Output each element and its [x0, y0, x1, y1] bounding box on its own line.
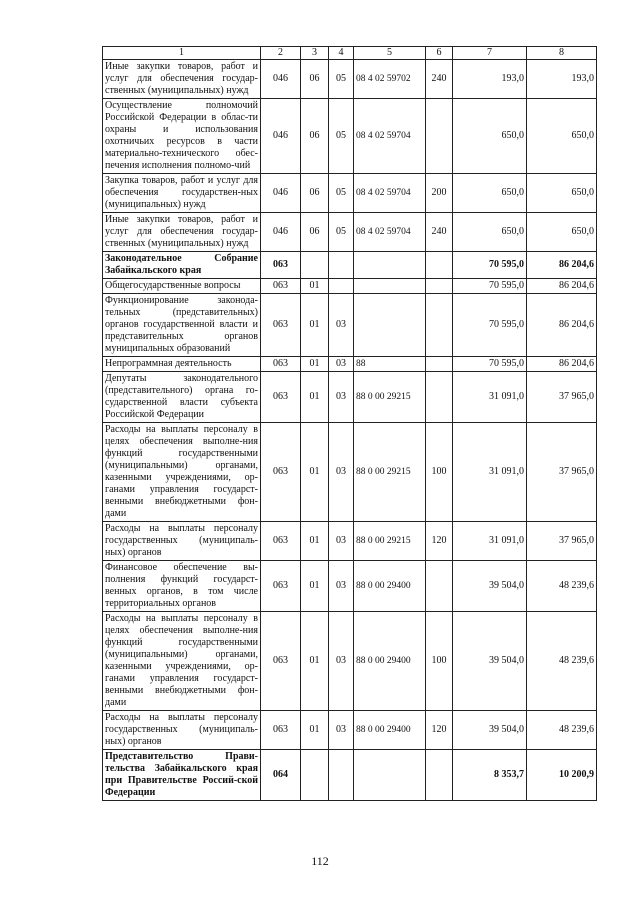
cell-amount-year2: 48 239,6: [527, 711, 597, 750]
cell-amount-year2: 86 204,6: [527, 357, 597, 372]
table-row: [103, 372, 597, 423]
cell-amount-year2: 37 965,0: [527, 522, 597, 561]
cell-name: Финансовое обеспечение вы-полнения функций государст-венных органов, в том числе территориальных органов: [103, 561, 261, 612]
cell-target-article: 88 0 00 29400: [354, 561, 426, 612]
cell-amount-year1: 650,0: [453, 99, 527, 174]
cell-subsection: [329, 279, 354, 294]
column-header: 2: [261, 47, 301, 60]
cell-subsection: 05: [329, 99, 354, 174]
table-row: [103, 423, 597, 522]
cell-amount-year2: 37 965,0: [527, 372, 597, 423]
cell-expense-type: 240: [426, 60, 453, 99]
cell-name: Иные закупки товаров, работ и услуг для обеспечения государ-ственных (муниципальных) нужд: [103, 213, 261, 252]
cell-expense-type: [426, 561, 453, 612]
cell-target-article: 88 0 00 29215: [354, 423, 426, 522]
cell-amount-year2: 86 204,6: [527, 252, 597, 279]
cell-amount-year1: 39 504,0: [453, 612, 527, 711]
cell-ministry-code: 063: [261, 279, 301, 294]
cell-ministry-code: 046: [261, 213, 301, 252]
cell-name: Представительство Прави-тельства Забайкальского края при Правительстве Россий-ской Федерации: [103, 750, 261, 801]
table-row: [103, 522, 597, 561]
cell-expense-type: [426, 252, 453, 279]
cell-amount-year1: 70 595,0: [453, 294, 527, 357]
cell-ministry-code: 063: [261, 612, 301, 711]
cell-amount-year1: 31 091,0: [453, 522, 527, 561]
cell-section: 01: [301, 279, 329, 294]
cell-amount-year2: 86 204,6: [527, 294, 597, 357]
cell-target-article: 08 4 02 59704: [354, 213, 426, 252]
cell-name: Расходы на выплаты персоналу в целях обеспечения выполне-ния функций государственными (муниципальными) органами, казенными учреждениями, ор-ганами управления государст-венными внебюджетными фон-дами: [103, 423, 261, 522]
cell-section: 01: [301, 561, 329, 612]
cell-ministry-code: 063: [261, 423, 301, 522]
cell-expense-type: 100: [426, 423, 453, 522]
cell-amount-year2: 48 239,6: [527, 561, 597, 612]
table-row: [103, 99, 597, 174]
cell-expense-type: 200: [426, 174, 453, 213]
cell-subsection: 03: [329, 522, 354, 561]
cell-amount-year2: 86 204,6: [527, 279, 597, 294]
cell-target-article: [354, 252, 426, 279]
cell-expense-type: 100: [426, 612, 453, 711]
cell-amount-year1: 31 091,0: [453, 423, 527, 522]
page-number: 112: [311, 854, 329, 868]
cell-amount-year1: 8 353,7: [453, 750, 527, 801]
cell-expense-type: 120: [426, 711, 453, 750]
cell-section: 06: [301, 99, 329, 174]
cell-ministry-code: 063: [261, 711, 301, 750]
cell-expense-type: [426, 750, 453, 801]
cell-subsection: 05: [329, 174, 354, 213]
cell-section: [301, 750, 329, 801]
table-body: [103, 47, 597, 801]
cell-ministry-code: 063: [261, 357, 301, 372]
cell-name: Расходы на выплаты персоналу государственных (муниципаль-ных) органов: [103, 522, 261, 561]
cell-ministry-code: 064: [261, 750, 301, 801]
cell-section: 01: [301, 357, 329, 372]
cell-amount-year2: 650,0: [527, 99, 597, 174]
table-row: [103, 711, 597, 750]
cell-ministry-code: 063: [261, 522, 301, 561]
cell-amount-year2: 650,0: [527, 213, 597, 252]
cell-name: Расходы на выплаты персоналу в целях обеспечения выполне-ния функций государственными (муниципальными) органами, казенными учреждениями, ор-ганами управления государст-венными внебюджетными фон-дами: [103, 612, 261, 711]
cell-subsection: 03: [329, 612, 354, 711]
cell-subsection: 03: [329, 423, 354, 522]
cell-target-article: 88 0 00 29215: [354, 372, 426, 423]
cell-target-article: [354, 750, 426, 801]
table-row: [103, 279, 597, 294]
cell-amount-year2: 10 200,9: [527, 750, 597, 801]
table-row: [103, 357, 597, 372]
cell-subsection: [329, 252, 354, 279]
cell-section: 01: [301, 522, 329, 561]
cell-subsection: 03: [329, 372, 354, 423]
table-row: [103, 750, 597, 801]
table-row: [103, 612, 597, 711]
table-row: [103, 60, 597, 99]
cell-expense-type: 240: [426, 213, 453, 252]
cell-expense-type: [426, 372, 453, 423]
cell-subsection: [329, 750, 354, 801]
column-header: 8: [527, 47, 597, 60]
table-row: [103, 252, 597, 279]
cell-amount-year2: 37 965,0: [527, 423, 597, 522]
cell-name: Осуществление полномочий Российской Федерации в облас-ти охраны и использования охотничьих ресурсов в части материально-технического обес-печения исполнения полномо-чий: [103, 99, 261, 174]
cell-amount-year1: 193,0: [453, 60, 527, 99]
table-row: [103, 174, 597, 213]
cell-amount-year2: 193,0: [527, 60, 597, 99]
cell-ministry-code: 046: [261, 99, 301, 174]
cell-target-article: 88: [354, 357, 426, 372]
cell-amount-year1: 650,0: [453, 213, 527, 252]
cell-section: 06: [301, 213, 329, 252]
cell-ministry-code: 063: [261, 294, 301, 357]
cell-expense-type: [426, 294, 453, 357]
cell-subsection: 05: [329, 213, 354, 252]
cell-section: 06: [301, 60, 329, 99]
cell-subsection: 03: [329, 561, 354, 612]
cell-name: Непрограммная деятельность: [103, 357, 261, 372]
cell-amount-year1: 70 595,0: [453, 279, 527, 294]
cell-target-article: [354, 279, 426, 294]
cell-ministry-code: 046: [261, 60, 301, 99]
cell-ministry-code: 063: [261, 372, 301, 423]
cell-section: 01: [301, 423, 329, 522]
cell-section: [301, 252, 329, 279]
cell-section: 01: [301, 612, 329, 711]
column-header: 6: [426, 47, 453, 60]
cell-name: Расходы на выплаты персоналу государственных (муниципаль-ных) органов: [103, 711, 261, 750]
table-row: [103, 213, 597, 252]
column-header: 4: [329, 47, 354, 60]
column-header: 3: [301, 47, 329, 60]
column-header: 7: [453, 47, 527, 60]
cell-amount-year1: 650,0: [453, 174, 527, 213]
cell-ministry-code: 063: [261, 561, 301, 612]
cell-subsection: 05: [329, 60, 354, 99]
cell-name: Общегосударственные вопросы: [103, 279, 261, 294]
cell-name: Функционирование законода-тельных (представительных) органов государственной власти и представительных органов муниципальных образований: [103, 294, 261, 357]
cell-subsection: 03: [329, 711, 354, 750]
cell-ministry-code: 046: [261, 174, 301, 213]
cell-amount-year1: 70 595,0: [453, 252, 527, 279]
cell-amount-year1: 39 504,0: [453, 711, 527, 750]
cell-expense-type: [426, 99, 453, 174]
cell-target-article: 08 4 02 59704: [354, 174, 426, 213]
cell-amount-year2: 650,0: [527, 174, 597, 213]
budget-table: [102, 46, 597, 801]
cell-subsection: 03: [329, 294, 354, 357]
table-row: [103, 561, 597, 612]
cell-target-article: 08 4 02 59704: [354, 99, 426, 174]
cell-subsection: 03: [329, 357, 354, 372]
cell-target-article: 88 0 00 29400: [354, 612, 426, 711]
cell-target-article: 88 0 00 29400: [354, 711, 426, 750]
cell-amount-year1: 39 504,0: [453, 561, 527, 612]
cell-ministry-code: 063: [261, 252, 301, 279]
cell-name: Закупка товаров, работ и услуг для обеспечения государствен-ных (муниципальных) нужд: [103, 174, 261, 213]
cell-amount-year1: 31 091,0: [453, 372, 527, 423]
table-header-row: [103, 47, 597, 60]
cell-target-article: 08 4 02 59702: [354, 60, 426, 99]
cell-expense-type: 120: [426, 522, 453, 561]
cell-name: Законодательное Собрание Забайкальского края: [103, 252, 261, 279]
cell-section: 01: [301, 711, 329, 750]
column-header: 5: [354, 47, 426, 60]
cell-expense-type: [426, 279, 453, 294]
cell-name: Депутаты законодательного (представительного) органа го-сударственной власти субъекта Российской Федерации: [103, 372, 261, 423]
cell-expense-type: [426, 357, 453, 372]
cell-amount-year1: 70 595,0: [453, 357, 527, 372]
table-row: [103, 294, 597, 357]
cell-amount-year2: 48 239,6: [527, 612, 597, 711]
cell-section: 01: [301, 372, 329, 423]
cell-target-article: 88 0 00 29215: [354, 522, 426, 561]
cell-section: 01: [301, 294, 329, 357]
cell-section: 06: [301, 174, 329, 213]
cell-target-article: [354, 294, 426, 357]
cell-name: Иные закупки товаров, работ и услуг для обеспечения государ-ственных (муниципальных) нужд: [103, 60, 261, 99]
column-header: 1: [103, 47, 261, 60]
